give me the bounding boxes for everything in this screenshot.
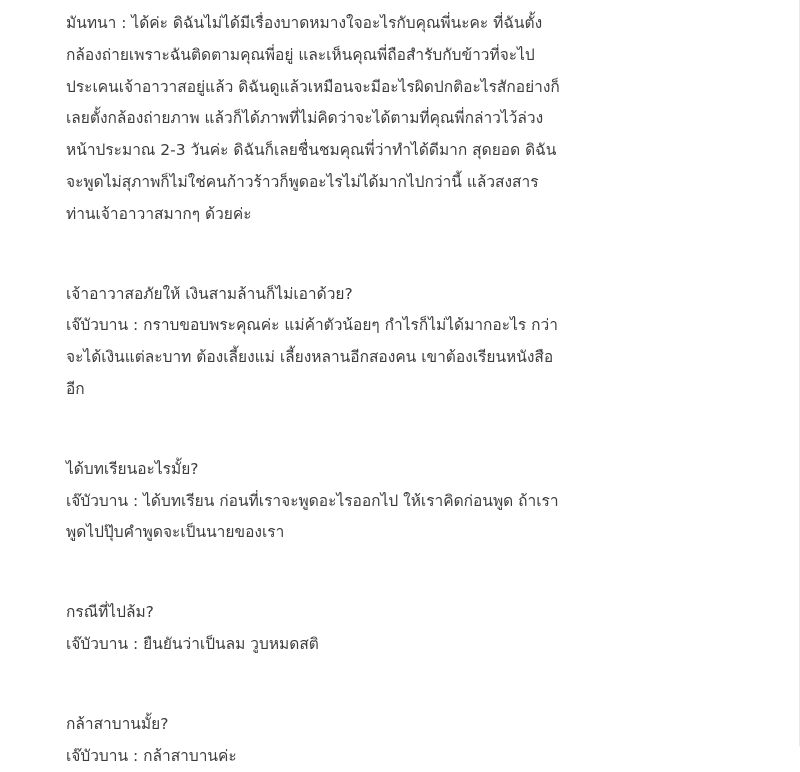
paragraph-fainting bbox=[66, 597, 666, 661]
question-line: กล้าสาบานมั้ย? bbox=[66, 714, 169, 733]
answer-line: เจ๊บัวบาน : ได้บทเรียน ก่อนที่เราจะพูดอะไรออกไป ให้เราคิดก่อนพูด ถ้าเรา bbox=[66, 491, 559, 510]
answer-line: เจ๊บัวบาน : กราบขอบพระคุณค่ะ แม่ค้าตัวน้อยๆ กำไรก็ไม่ได้มากอะไร กว่า bbox=[66, 316, 558, 335]
question-line: กรณีที่ไปล้ม? bbox=[66, 603, 154, 622]
answer-line: อีก bbox=[66, 379, 85, 398]
answer-line: จะได้เงินแต่ละบาท ต้องเลี้ยงแม่ เลี้ยงหลานอีกสองคน เขาต้องเรียนหนังสือ bbox=[66, 348, 554, 367]
text-line: หน้าประมาณ 2-3 วันค่ะ ดิฉันก็เลยชื่นชมคุณพี่ว่าทำได้ดีมาก สุดยอด ดิฉัน bbox=[66, 141, 557, 160]
text-line: ท่านเจ้าอาวาสมากๆ ด้วยค่ะ bbox=[66, 204, 252, 223]
text-line: ประเคนเจ้าอาวาสอยู่แล้ว ดิฉันดูแล้วเหมือนจะมีอะไรผิดปกติอะไรสักอย่างก็ bbox=[66, 77, 560, 96]
paragraph-gap bbox=[66, 231, 666, 279]
paragraph-gap bbox=[66, 406, 666, 454]
article-body bbox=[66, 0, 666, 772]
paragraph-gap bbox=[66, 549, 666, 597]
text-line: กล้องถ่ายเพราะฉันติดตามคุณพี่อยู่ และเห็นคุณพี่ถือสำรับกับข้าวที่จะไป bbox=[66, 45, 535, 64]
text-line: เลยตั้งกล้องถ่ายภาพ แล้วก็ได้ภาพที่ไม่คิดว่าจะได้ตามที่คุณพี่กล่าวไว้ล่วง bbox=[66, 109, 544, 128]
answer-line: พูดไปปุ๊บคำพูดจะเป็นนายของเรา bbox=[66, 523, 285, 542]
paragraph-lesson bbox=[66, 454, 666, 549]
question-line: เจ้าอาวาสอภัยให้ เงินสามล้านก็ไม่เอาด้วย? bbox=[66, 284, 353, 303]
question-line: ได้บทเรียนอะไรมั้ย? bbox=[66, 459, 199, 478]
paragraph-montana-statement bbox=[66, 8, 666, 231]
paragraph-gap bbox=[66, 661, 666, 709]
answer-line: เจ๊บัวบาน : กล้าสาบานค่ะ bbox=[66, 746, 237, 765]
paragraph-oath bbox=[66, 709, 666, 772]
text-line: มันทนา : ได้ค่ะ ดิฉันไม่ได้มีเรื่องบาดหมางใจอะไรกับคุณพี่นะคะ ที่ฉันตั้ง bbox=[66, 14, 543, 32]
text-line: จะพูดไม่สุภาพก็ไม่ใช่คนก้าวร้าวก็พูดอะไรไม่ได้มากไปกว่านี้ แล้วสงสาร bbox=[66, 172, 539, 191]
answer-line: เจ๊บัวบาน : ยืนยันว่าเป็นลม วูบหมดสติ bbox=[66, 634, 319, 653]
paragraph-abbot-forgives bbox=[66, 279, 666, 406]
